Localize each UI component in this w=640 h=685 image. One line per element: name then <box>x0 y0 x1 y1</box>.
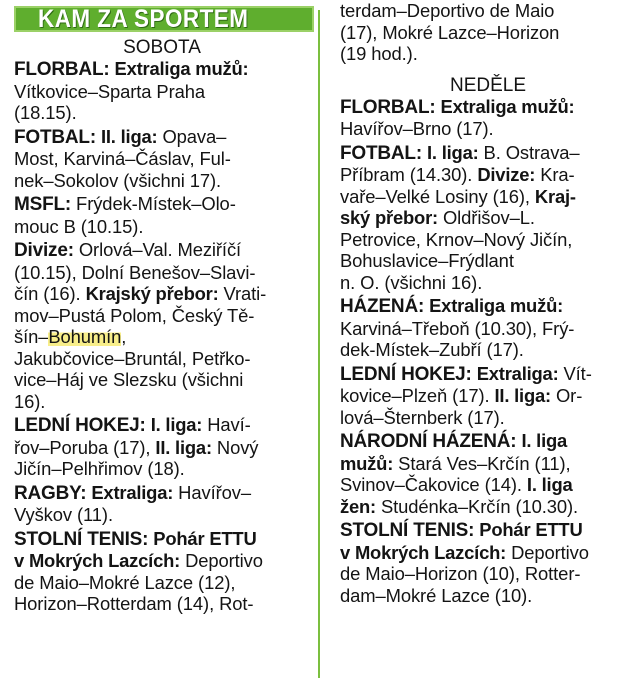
column-divider <box>318 10 320 678</box>
listing-hazena-sun: HÁZENÁ: Extraliga mužů: Karviná–Třeboň (10.30), Frý- dek-Místek–Zubří (17). <box>340 295 575 360</box>
highlighted-bohumin: Bohumín <box>48 326 122 347</box>
listing-tenis-continued: terdam–Deportivo de Maio (17), Mokré Lazce–Horizon (19 hod.). <box>340 0 560 64</box>
listing-hokej-sun: LEDNÍ HOKEJ: Extraliga: Vít- kovice–Plzeň (17). II. liga: Or- lová–Šternberk (17). <box>340 362 592 428</box>
listing-msfl-sat: MSFL: Frýdek-Místek–Olo- mouc B (10.15). <box>14 193 236 237</box>
listing-divize-sat: Divize: Orlová–Val. Meziříčí (10.15), Dolní Benešov–Slavi- čín (16). Krajský přebor: Vrati- mov–Pustá Polom, Český Tě- šín–Bohumín, Jakubčovice–Bruntál, Petřko- vice–Háj ve Slezsku (všichni 16). <box>14 239 267 412</box>
listing-florbal-sat: FLORBAL: Extraliga mužů: Vítkovice–Sparta Praha (18.15). <box>14 58 249 123</box>
day-heading-sunday: NEDĚLE <box>449 74 527 96</box>
masthead-title: KAM ZA SPORTEM <box>38 5 249 33</box>
listing-hokej-sat: LEDNÍ HOKEJ: I. liga: Haví- řov–Poruba (17), II. liga: Nový Jičín–Pelhřimov (18). <box>14 414 259 479</box>
left-column <box>0 37 310 615</box>
listing-narodni-hazena-sun: NÁRODNÍ HÁZENÁ: I. liga mužů: Stará Ves–Krčín (11), Svinov–Čakovice (14). I. liga žen: Studénka–Krčín (10.30). <box>340 430 579 517</box>
masthead-banner <box>14 6 314 32</box>
day-heading-saturday: SOBOTA <box>123 37 201 58</box>
right-column <box>328 0 636 606</box>
listing-fotbal-sat: FOTBAL: II. liga: Opava– Most, Karviná–Čáslav, Ful- nek–Sokolov (všichni 17). <box>14 125 231 191</box>
listing-tenis-sun: STOLNÍ TENIS: Pohár ETTU v Mokrých Lazcích: Deportivo de Maio–Horizon (10), Rotter- dam–Mokré Lazce (10). <box>340 519 589 606</box>
listing-ragby-sat: RAGBY: Extraliga: Havířov– Vyškov (11). <box>14 481 251 525</box>
listing-florbal-sun: FLORBAL: Extraliga mužů: Havířov–Brno (17). <box>340 95 575 139</box>
listing-tenis-sat: STOLNÍ TENIS: Pohár ETTU v Mokrých Lazcích: Deportivo de Maio–Mokré Lazce (12), Horizon–Rotterdam (14), Rot- <box>14 527 263 614</box>
listing-fotbal-sun: FOTBAL: I. liga: B. Ostrava– Příbram (14.30). Divize: Kra- vaře–Velké Losiny (16), Kraj- ský přebor: Oldřišov–L. Petrovice, Krnov–Nový Jičín, Bohuslavice–Frýdlant n. O. (všichni 16). <box>340 141 580 293</box>
